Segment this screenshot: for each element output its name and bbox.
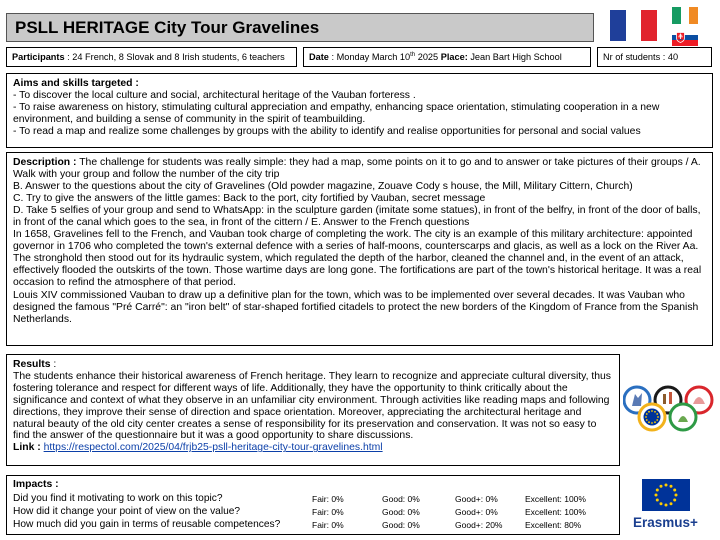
date-label: Date [309,52,329,63]
description-line: B. Answer to the questions about the city of Gravelines (Old powder magazine, Zouave Cody s house, the Mill, Military Cittern, Church) [13,181,633,193]
nr-students-box [597,47,712,67]
place-label: Place: [440,52,468,63]
impact-fair: Fair: 0% [312,520,344,530]
impact-good: Good: 0% [382,494,420,504]
aims-line: - To read a map and realize some challenges by groups with the ability to identify and realise opportunities for personal and social values [13,126,641,138]
impact-fair: Fair: 0% [312,494,344,504]
impact-row [13,506,613,519]
impacts-box [6,475,620,535]
project-logo-rings-icon [623,384,715,434]
description-box [6,152,713,346]
france-flag-icon [610,10,657,41]
results-heading: Results [13,359,51,370]
title-box [6,13,594,42]
impact-row [13,493,613,506]
slovakia-flag-icon [672,29,698,46]
link-label: Link : [13,442,41,454]
aims-box [6,73,713,148]
nr-students: Nr of students : 40 [603,52,679,62]
impact-good: Good: 0% [382,507,420,517]
impact-excellent: Excellent: 100% [525,494,586,504]
aims-heading: Aims and skills targeted : [13,78,139,89]
ireland-flag-icon [672,7,698,24]
impacts-heading: Impacts : [13,479,59,490]
impact-row [13,519,613,532]
impact-goodplus: Good+: 20% [455,520,503,530]
description-intro: The challenge for students was really simple: they had a map, some points on it to go and to answer or take pictures of their groups / A. Walk with your group and follow the number of the city trip [13,157,701,181]
impact-question: Did you find it motivating to work on this topic? [13,493,223,504]
participants-box [6,47,297,67]
page-title: PSLL HERITAGE City Tour Gravelines [15,18,320,37]
description-heading: Description : [13,157,77,168]
place-value: Jean Bart High School [467,52,562,63]
aims-line: - To discover the local culture and social, architectural heritage of the Vauban forteress . [13,90,416,102]
impact-fair: Fair: 0% [312,507,344,517]
aims-line: - To raise awareness on history, stimulating cultural appreciation and empathy, enhancing space orientation, stimulating cooperation in a new environment, and building a sense of community in the spirit of teambuilding. [13,102,660,126]
participants-label: Participants [12,52,65,62]
results-text: The students enhance their historical awareness of French heritage. They learn to recognize and appreciate cultural diversity, thus fostering tolerance and respect for different ways of life. Additionally, they have the opportunity to think critically about the significance and context of what they observe in an unfamiliar city environment. Through activities like reading maps and following directions, they improve their sense of direction and space orientation. Moreover, appreciating the architectural heritage and natural beauty of the old city center creates a sense of responsibility for its preservation and conservation. It was not so easy to find the answer of the questionnaire but it was a good opportunity to share discussions. [13,370,611,442]
erasmus-logo-text: Erasmus+ [633,515,698,530]
impact-excellent: Excellent: 80% [525,520,582,530]
participants-value: : 24 French, 8 Slovak and 8 Irish students, 6 teachers [67,52,285,62]
results-link[interactable]: https://respectol.com/2025/04/frjb25-psll-heritage-city-tour-gravelines.html [43,442,383,454]
impact-excellent: Excellent: 100% [525,507,586,517]
impact-question: How did it change your point of view on the value? [13,506,241,517]
description-line: Louis XIV commissioned Vauban to draw up a definitive plan for the town, which was to be implemented over several decades. It was Vauban who designed the famous "Pré Carré": an "iron belt" of star-shaped fortified citadels to protect the new borders of the Kingdom of France from the Spanish Netherlands. [13,289,699,325]
impact-question: How much did you gain in terms of reusable competences? [13,519,281,530]
description-line: D. Take 5 selfies of your group and send to WhatsApp: in the sculpture garden (imitate some statues), in front of the belfry, in front of the door of balls, in front of the canal which goes to the sea, in front of the cittern / E. Answer to the French questions [13,205,701,229]
date-value: : Monday March 10th 2025 [331,52,441,63]
impact-goodplus: Good+: 0% [455,507,498,517]
description-line: C. Try to give the answers of the little games: Back to the port, city fortified by Vauban, secret message [13,193,486,205]
impact-goodplus: Good+: 0% [455,494,498,504]
results-box: Results : The students enhance their historical awareness of French heritage. They learn to recognize and appreciate cultural diversity, thus fostering tolerance and respect for different ways of life. Additionally, they have the opportunity to think critically about the significance and context of what they observe in an unfamiliar city environment. Through activities like reading maps and following directions, they improve their sense of direction and space orientation. Moreover, appreciating the architectural heritage and natural beauty of the old city center creates a sense of responsibility for its preservation and conservation. It was not so easy to find the answer of the questionnaire but it was a good opportunity to share discussions. Link : https://respectol.com/2025/04/frjb25-psll-heritage-city-tour-gravelines.html [6,354,620,466]
eu-flag-icon [642,479,690,511]
description-line: In 1658, Gravelines fell to the French, and Vauban took charge of completing the work. The city is an example of this military architecture: appointed governor in 1706 who completed the town's external defence with a series of half-moons, counterscarps and glacis, as well as a lock on the River Aa. The stronghold then stood out for its hydraulic system, which regulated the depth of the harbor, cleaned the channel and, in the event of an attack, effectively flooded the outskirts of the town. Those wartime days are long gone. The fortifications are part of the town's historical heritage. It was a real occasion to refind the atmosphere of that period. [13,229,702,289]
date-box [303,47,591,67]
impact-good: Good: 0% [382,520,420,530]
